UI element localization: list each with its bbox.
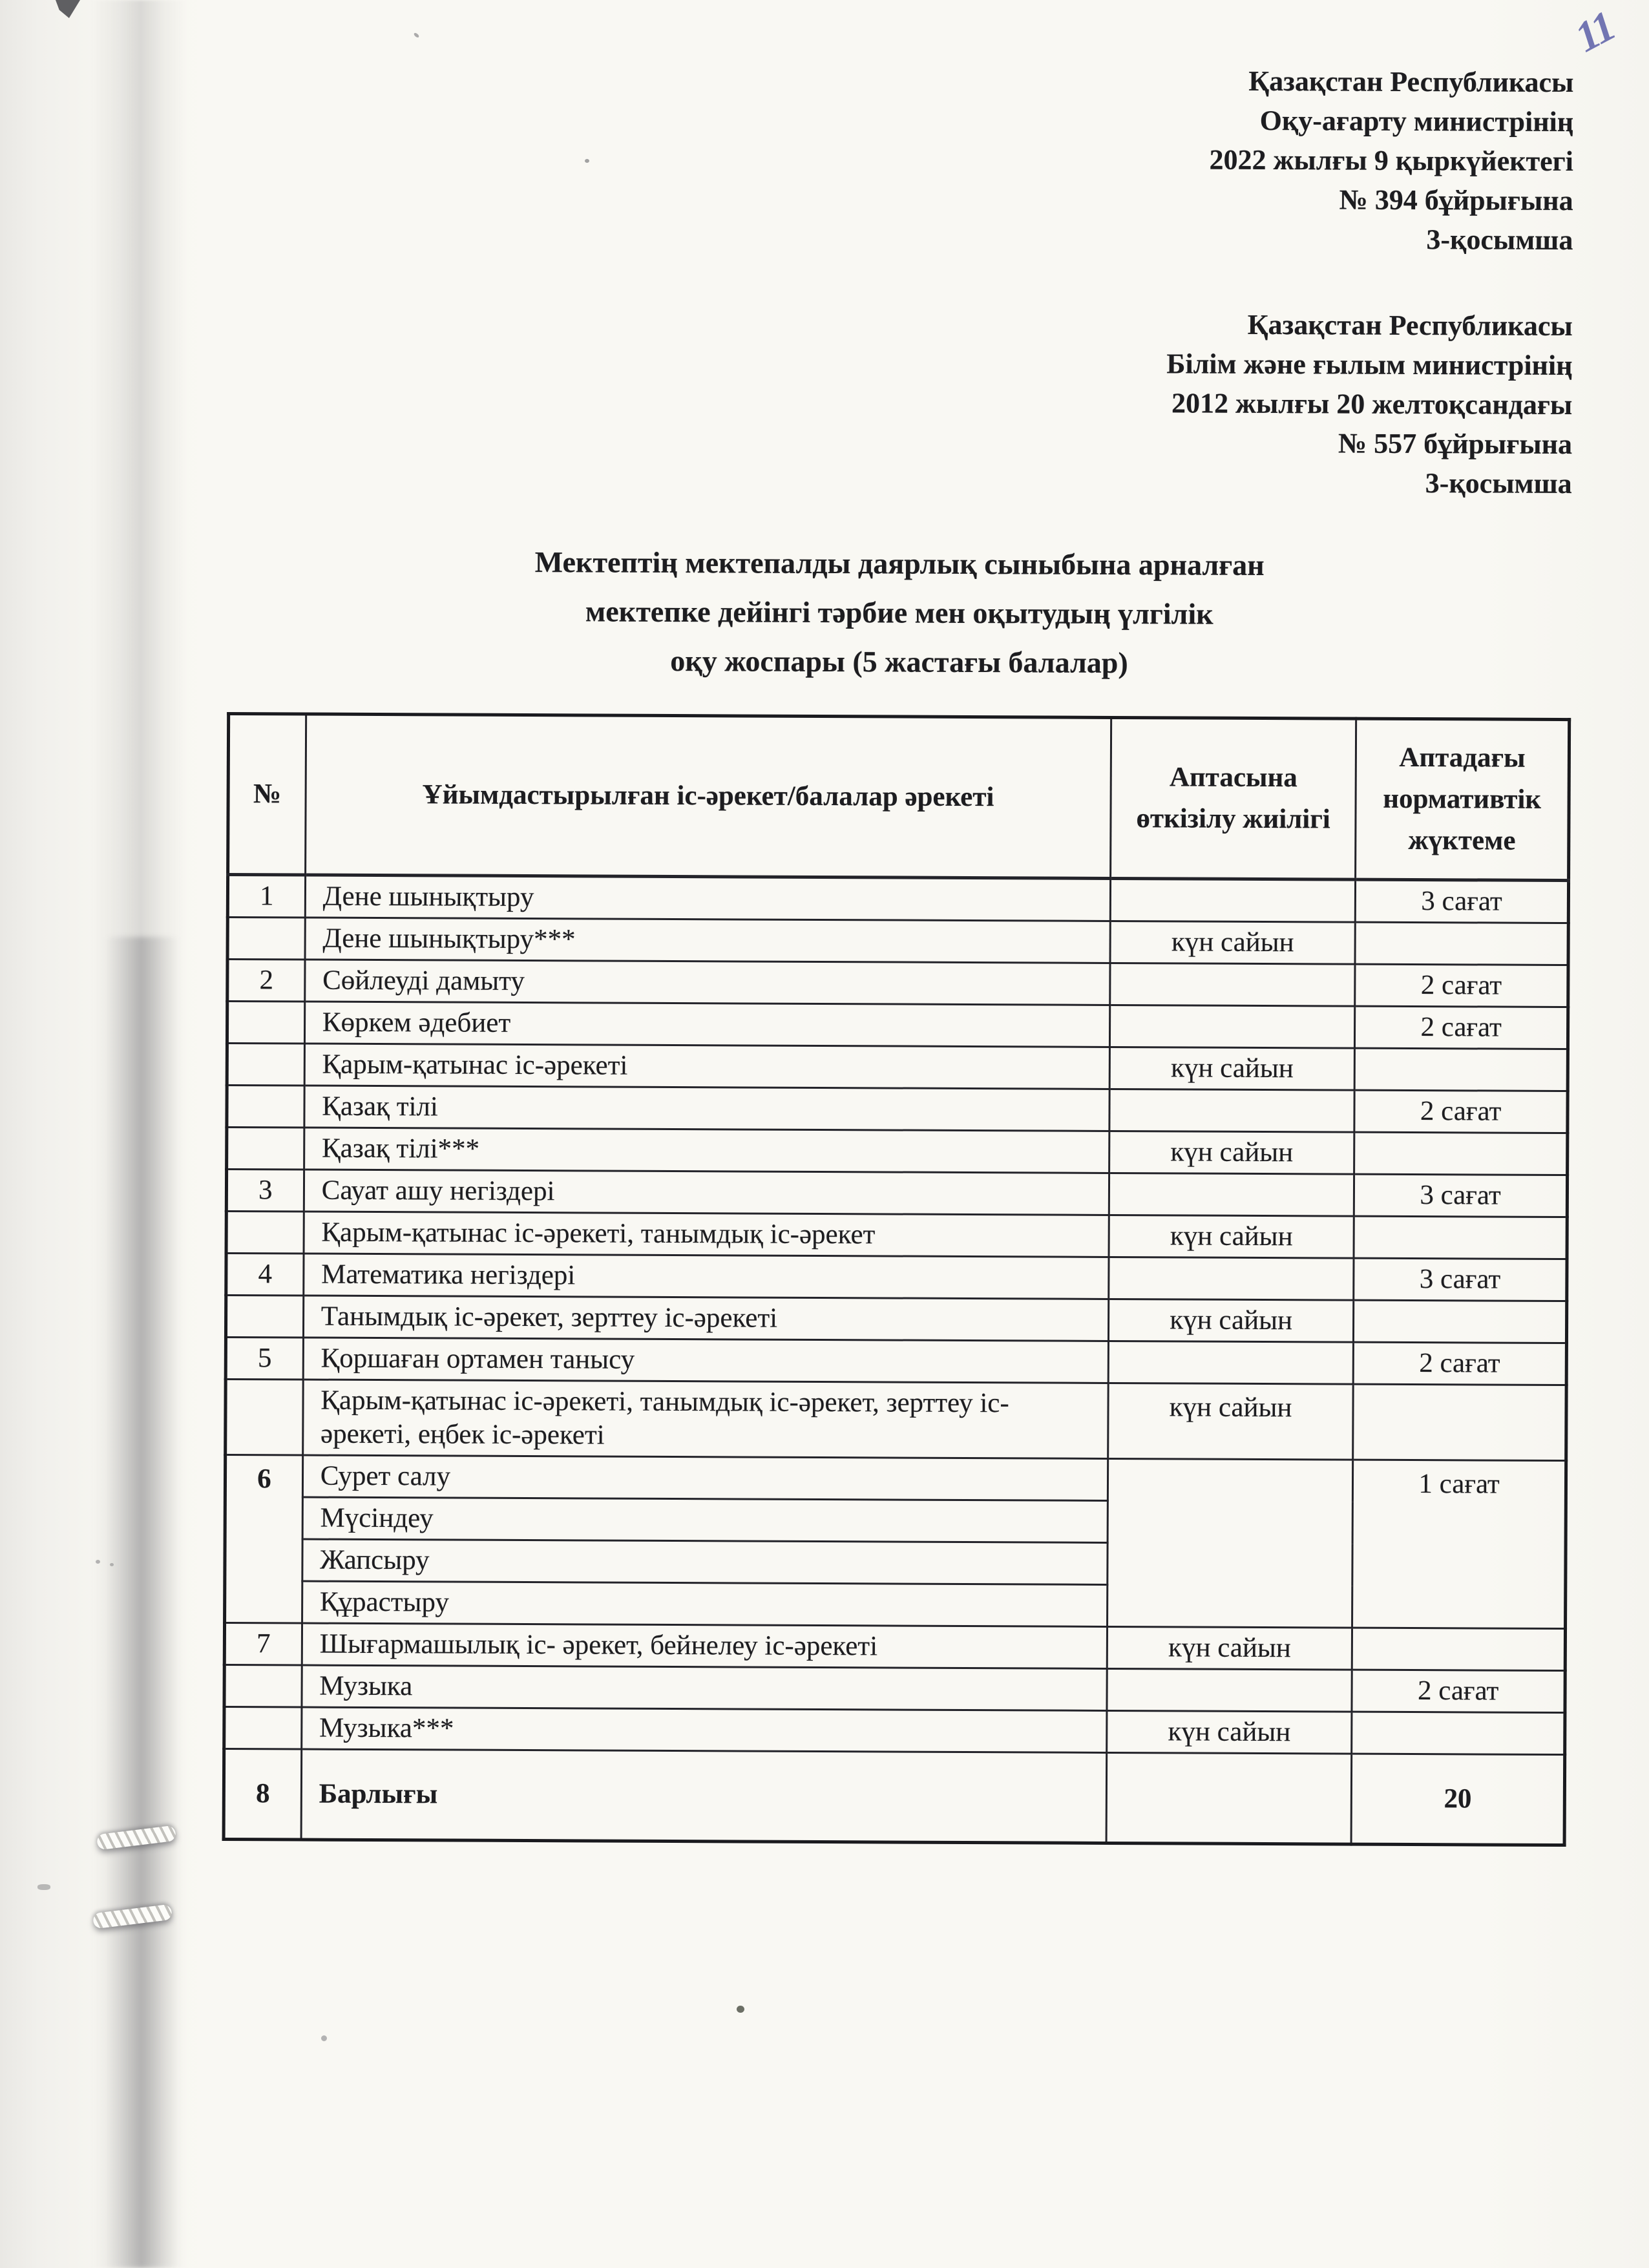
cell-activity: Қазақ тілі*** [304,1128,1109,1173]
table-row [227,874,1568,923]
cell-frequency: күн сайын [1108,1383,1354,1460]
cell-frequency: күн сайын [1108,1299,1354,1342]
cell-num: 3 [226,1169,304,1212]
cell-activity: Математика негіздері [304,1254,1109,1299]
table-row [226,1253,1567,1301]
table-row [224,1622,1565,1670]
cell-num [224,1664,302,1707]
header-weekly-load: Аптадағы нормативтік жүктеме [1356,719,1570,880]
cell-activity: Музыка [302,1665,1107,1710]
cell-load: 1 сағат [1352,1460,1566,1628]
cell-activity: Қарым-қатынас іс-әрекеті, танымдық іс-әрекет, зерттеу іс-әрекеті, еңбек іс-әрекеті [302,1380,1108,1458]
appendix-reference-line: Оқу-ағарту министрінің [1259,104,1574,138]
cell-frequency: күн сайын [1109,1047,1355,1090]
table-row [226,1295,1566,1343]
cell-activity: Сурет салу [302,1455,1108,1500]
cell-num: 8 [224,1748,301,1840]
cell-activity: Барлығы [301,1749,1107,1843]
cell-load [1352,1628,1565,1670]
table-row [227,917,1568,965]
cell-activity: Шығармашылық іс- әрекет, бейнелеу іс-әрекеті [302,1623,1107,1668]
cell-load: 2 сағат [1355,1006,1568,1049]
cell-num: 2 [227,959,305,1002]
scan-speck [37,1884,50,1890]
cell-num: 4 [226,1253,304,1296]
handwritten-page-number: 11 [1567,3,1622,62]
cell-num [227,917,305,960]
cell-num: 5 [226,1337,303,1380]
cell-frequency [1108,1341,1354,1384]
scan-speck [321,2035,327,2041]
cell-num [224,1706,302,1749]
appendix-reference-line: 2012 жылғы 20 желтоқсандағы [1171,387,1573,421]
cell-activity: Көркем әдебиет [304,1002,1109,1047]
cell-load [1354,1048,1568,1091]
cell-frequency [1109,1257,1354,1300]
appendix-reference-line: Білім және ғылым министрінің [1166,348,1573,382]
cell-activity: Танымдық іс-әрекет, зерттеу іс-әрекеті [303,1296,1108,1341]
table-row [225,1454,1566,1502]
cell-num [227,1127,304,1170]
appendix-reference-line: № 557 бұйрығына [1338,427,1573,461]
cell-load [1355,922,1568,965]
cell-num [227,1043,304,1086]
table-row [224,1664,1565,1712]
cell-load [1353,1384,1566,1460]
table-row [227,1043,1568,1091]
cell-num [227,1085,304,1128]
table-row [226,1169,1567,1217]
appendix-reference-line: Қазақстан Республикасы [1247,308,1573,342]
cell-frequency [1110,963,1356,1006]
header-num: № [228,714,306,876]
cell-activity: Қазақ тілі [304,1086,1109,1131]
table-header-row [228,714,1570,881]
header-activity: Ұйымдастырылған іс-әрекет/балалар әрекеті [305,714,1111,878]
curriculum-table [222,712,1571,1847]
table-row [227,1127,1568,1175]
document-content [222,0,1574,1847]
cell-frequency: күн сайын [1109,1131,1355,1174]
cell-num: 6 [225,1454,303,1623]
cell-activity: Қарым-қатынас іс-әрекеті, танымдық іс-әрекет [304,1212,1109,1257]
cell-frequency [1107,1668,1352,1712]
cell-load: 3 сағат [1354,1174,1568,1217]
cell-load: 2 сағат [1354,1090,1568,1133]
table-row [224,1706,1565,1754]
page-title [227,536,1571,689]
appendix-reference-1 [229,57,1573,260]
cell-activity: Музыка*** [301,1707,1106,1752]
appendix-reference-line: 3-қосымша [1425,467,1572,500]
appendix-reference-line: 2022 жылғы 9 қыркүйектегі [1209,143,1574,178]
scan-speck [737,2006,744,2013]
cell-num [226,1295,303,1338]
appendix-reference-line: № 394 бұйрығына [1339,184,1573,217]
table-row [227,1001,1568,1049]
page-title-line: мектепке дейінгі тәрбие мен оқытудың үлгілік [585,594,1213,631]
page-title-line: оқу жоспары (5 жастағы балалар) [670,644,1128,680]
cell-activity: Сөйлеуді дамыту [304,960,1109,1005]
cell-load: 2 сағат [1353,1342,1566,1385]
table-row [226,1337,1566,1385]
cell-frequency [1109,1089,1355,1132]
cell-load: 2 сағат [1352,1670,1565,1712]
appendix-reference-line: 3-қосымша [1426,224,1573,257]
cell-activity: Дене шынықтыру*** [305,918,1110,963]
cell-activity: Құрастыру [302,1581,1107,1626]
cell-load [1354,1132,1568,1175]
cell-frequency [1110,878,1356,922]
header-frequency: Аптасына өткізілу жиілігі [1111,717,1356,879]
cell-num: 1 [227,874,305,918]
cell-load: 3 сағат [1356,879,1569,923]
cell-num [226,1379,303,1455]
table-row [226,1379,1566,1460]
cell-frequency [1109,1005,1355,1048]
cell-num: 7 [224,1622,302,1665]
cell-load [1352,1712,1565,1754]
cell-activity: Сауат ашу негіздері [304,1170,1109,1215]
cell-frequency: күн сайын [1107,1626,1352,1670]
cell-activity: Қарым-қатынас іс-әрекеті [304,1044,1109,1089]
cell-frequency [1107,1458,1352,1628]
table-row [226,1211,1567,1259]
page-title-line: Мектептің мектепалды даярлық сыныбына арналған [534,545,1265,582]
cell-frequency: күн сайын [1107,1710,1352,1754]
cell-num [226,1211,304,1254]
cell-load [1354,1300,1567,1343]
cell-frequency [1109,1173,1354,1216]
cell-activity: Дене шынықтыру [305,875,1110,921]
table-row [227,959,1568,1007]
binding-fold-shadow-lower [105,937,179,2268]
scan-corner-artifact [56,0,80,18]
scan-speck [110,1563,114,1566]
cell-load: 3 сағат [1354,1258,1567,1301]
cell-num [227,1001,304,1044]
cell-activity: Мүсіндеу [302,1497,1108,1542]
cell-frequency [1106,1752,1352,1844]
cell-frequency: күн сайын [1109,1215,1354,1258]
appendix-reference-line: Қазақстан Республикасы [1248,65,1574,99]
cell-activity: Қоршаған ортамен танысу [303,1338,1108,1383]
scan-speck [96,1560,100,1564]
table-row-total [224,1748,1565,1845]
appendix-reference-2 [228,300,1573,503]
table-row [227,1085,1568,1133]
cell-load: 20 [1351,1754,1564,1845]
cell-load: 2 сағат [1355,964,1568,1007]
cell-load [1354,1216,1567,1259]
cell-activity: Жапсыру [302,1539,1108,1584]
cell-frequency: күн сайын [1110,921,1356,964]
